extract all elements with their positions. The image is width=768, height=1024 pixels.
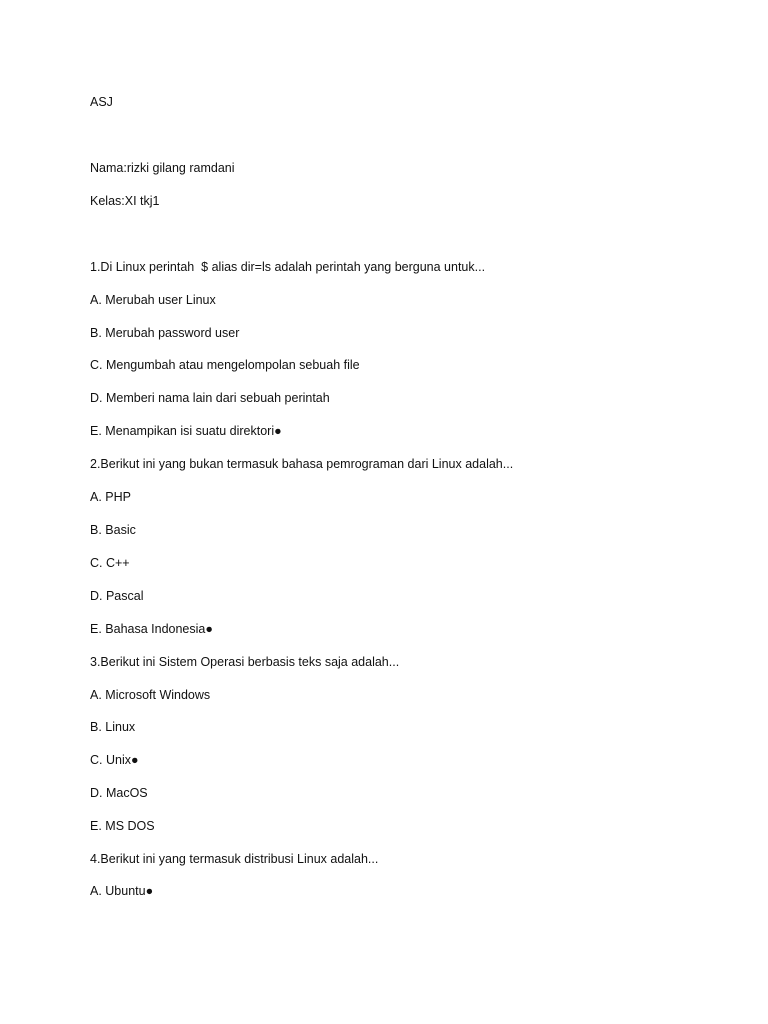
- question-1: 1.Di Linux perintah $ alias dir=ls adalah perintah yang berguna untuk...: [90, 260, 486, 274]
- question-2-option-b: B. Basic: [90, 523, 136, 537]
- question-3-option-c: C. Unix●: [90, 753, 139, 767]
- student-name: Nama:rizki gilang ramdani: [90, 161, 235, 175]
- question-1-option-b: B. Merubah password user: [90, 326, 240, 340]
- question-3-option-d: D. MacOS: [90, 786, 148, 800]
- question-1-option-d: D. Memberi nama lain dari sebuah perintah: [90, 391, 330, 405]
- question-2-option-e: E. Bahasa Indonesia●: [90, 622, 213, 636]
- question-2-option-c: C. C++: [90, 556, 130, 570]
- question-1-option-c: C. Mengumbah atau mengelompolan sebuah file: [90, 358, 360, 372]
- question-4-option-a: A. Ubuntu●: [90, 884, 154, 898]
- question-4: 4.Berikut ini yang termasuk distribusi Linux adalah...: [90, 852, 379, 866]
- question-2-option-d: D. Pascal: [90, 589, 144, 603]
- student-class: Kelas:XI tkj1: [90, 194, 160, 208]
- question-3-option-e: E. MS DOS: [90, 819, 155, 833]
- subject-heading: ASJ: [90, 95, 113, 109]
- question-3-option-b: B. Linux: [90, 720, 136, 734]
- question-1-option-a: A. Merubah user Linux: [90, 293, 216, 307]
- question-2: 2.Berikut ini yang bukan termasuk bahasa pemrograman dari Linux adalah...: [90, 457, 514, 471]
- question-3: 3.Berikut ini Sistem Operasi berbasis teks saja adalah...: [90, 655, 400, 669]
- question-1-option-e: E. Menampikan isi suatu direktori●: [90, 424, 282, 438]
- question-2-option-a: A. PHP: [90, 490, 131, 504]
- question-3-option-a: A. Microsoft Windows: [90, 688, 211, 702]
